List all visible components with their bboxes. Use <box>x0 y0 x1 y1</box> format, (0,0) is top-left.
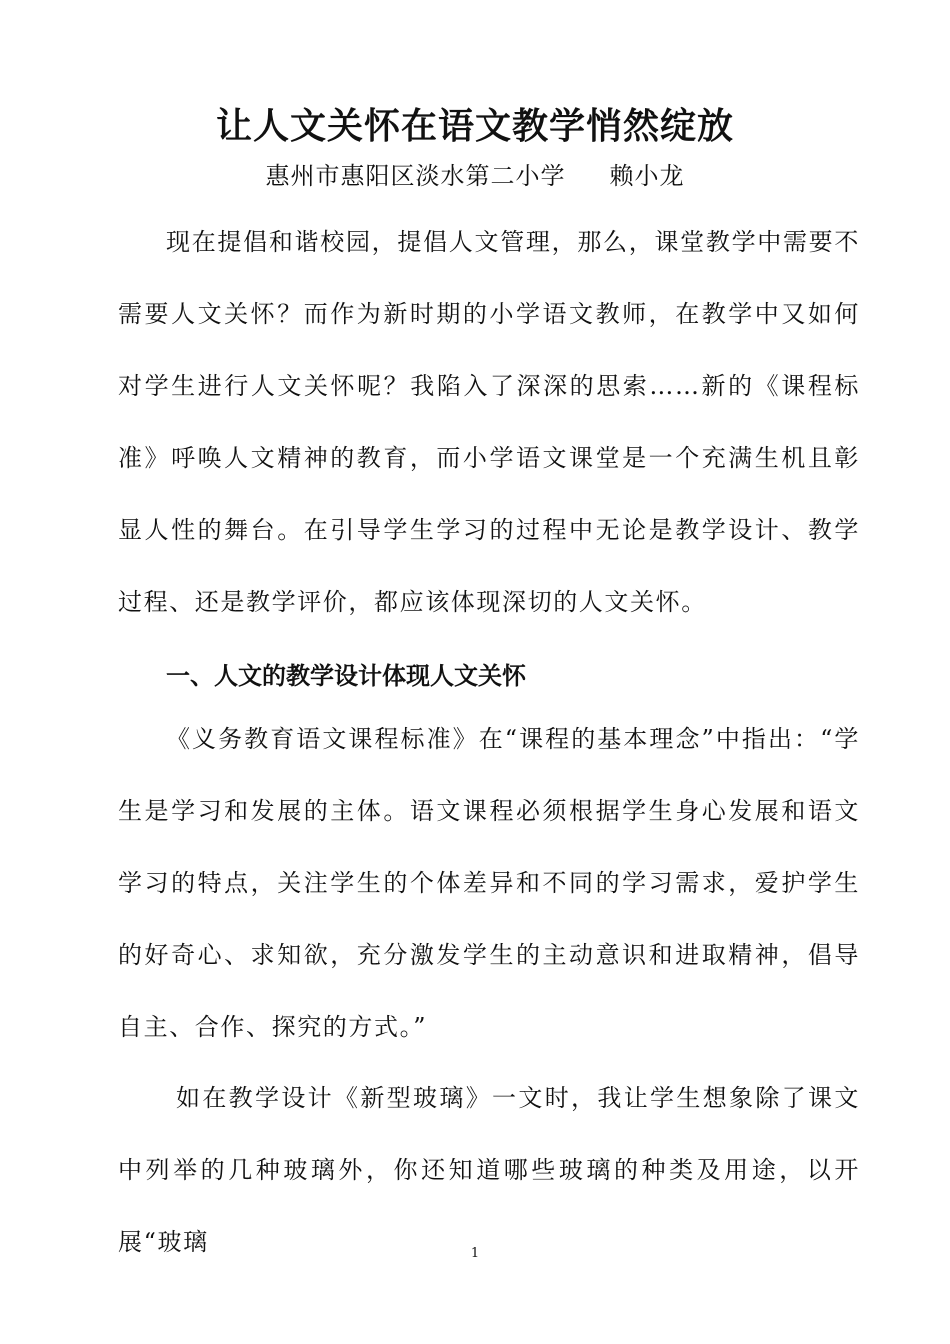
intro-paragraph: 现在提倡和谐校园，提倡人文管理，那么，课堂教学中需要不需要人文关怀？而作为新时期的小学语文教师，在教学中又如何对学生进行人文关怀呢？我陷入了深深的思索……新的《课程标准》呼唤人文精神的教育，而小学语文课堂是一个充满生机且彰显人性的舞台。在引导学生学习的过程中无论是教学设计、教学过程、还是教学评价，都应该体现深切的人文关怀。 <box>118 228 860 616</box>
author-byline <box>0 160 950 192</box>
standard-quote-paragraph: 《义务教育语文课程标准》在“课程的基本理念”中指出：“学生是学习和发展的主体。语文课程必须根据学生身心发展和语文学习的特点，关注学生的个体差异和不同的学习需求，爱护学生的好奇心、求知欲，充分激发学生的主动意识和进取精神，倡导自主、合作、探究的方式。” <box>118 725 860 1041</box>
school-name: 惠州市惠阳区淡水第二小学 <box>265 162 566 190</box>
author-name: 赖小龙 <box>609 162 685 190</box>
example-paragraph: 如在教学设计《新型玻璃》一文时，我让学生想象除了课文中列举的几种玻璃外，你还知道哪些玻璃的种类及用途，以开展“玻璃 <box>118 1084 860 1256</box>
section-heading: 一、人文的教学设计体现人文关怀 <box>166 662 526 690</box>
document-title: 让人文关怀在语文教学悄然绽放 <box>215 106 734 147</box>
page-number: 1 <box>470 1246 480 1261</box>
